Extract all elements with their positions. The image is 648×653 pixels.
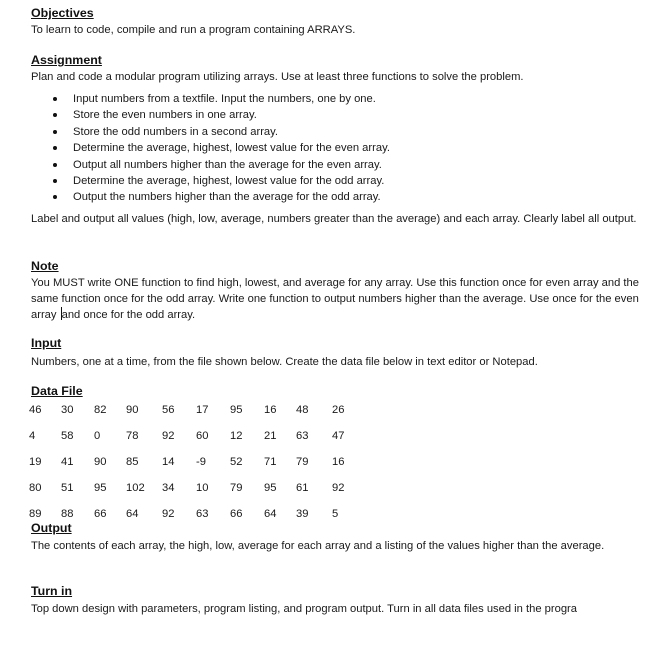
data-file-cell: 58	[61, 430, 74, 442]
data-file-cell: 63	[196, 508, 209, 520]
data-file-cell: 66	[230, 508, 243, 520]
bullet-item: Output the numbers higher than the average for the odd array.	[31, 189, 641, 205]
data-file-cell: 12	[230, 430, 243, 442]
data-file-cell: -9	[196, 456, 206, 468]
output-text: The contents of each array, the high, low, average for each array and a listing of the values higher than the average.	[31, 540, 605, 552]
data-file-cell: 4	[29, 430, 36, 442]
data-file-cell: 0	[94, 430, 101, 442]
data-file-cell: 64	[126, 508, 139, 520]
note-text-part-1: You MUST write ONE function to find high, lowest, and average for any array. Use this function once for even array and the same function once for the odd array. Write one function to output numbers higher than the average. Use once for the even array	[31, 277, 639, 321]
data-file-cell: 41	[61, 456, 74, 468]
assignment-bullet-list	[31, 91, 641, 206]
note-text	[31, 275, 641, 323]
data-file-cell: 10	[196, 482, 209, 494]
note-text-part-2: and once for the odd array.	[61, 309, 196, 321]
data-file-cell: 79	[296, 456, 309, 468]
bullet-item: Determine the average, highest, lowest value for the odd array.	[31, 173, 641, 189]
data-file-heading: Data File	[31, 384, 83, 398]
data-file-row	[29, 401, 362, 427]
data-file-cell: 82	[94, 404, 107, 416]
data-file-section	[29, 384, 639, 531]
objectives-heading: Objectives	[31, 6, 94, 20]
data-file-cell: 95	[94, 482, 107, 494]
data-file-cell: 95	[264, 482, 277, 494]
data-file-cell: 79	[230, 482, 243, 494]
data-file-cell: 14	[162, 456, 175, 468]
bullet-item: Store the even numbers in one array.	[31, 107, 641, 123]
data-file-cell: 5	[332, 508, 339, 520]
data-file-cell: 90	[126, 404, 139, 416]
data-file-cell: 88	[61, 508, 74, 520]
data-file-cell: 60	[196, 430, 209, 442]
data-file-cell: 61	[296, 482, 309, 494]
data-file-cell: 16	[332, 456, 345, 468]
data-file-cell: 102	[126, 482, 145, 494]
data-file-cell: 30	[61, 404, 74, 416]
data-file-cell: 89	[29, 508, 42, 520]
data-file-cell: 21	[264, 430, 277, 442]
input-heading: Input	[31, 336, 62, 350]
bullet-item: Determine the average, highest, lowest value for the even array.	[31, 140, 641, 156]
output-heading: Output	[31, 521, 72, 535]
data-file-cell: 80	[29, 482, 42, 494]
objectives-text: To learn to code, compile and run a program containing ARRAYS.	[31, 24, 356, 36]
data-file-cell: 92	[162, 508, 175, 520]
turn-in-heading: Turn in	[31, 584, 73, 598]
data-file-row	[29, 453, 362, 479]
turn-in-text: Top down design with parameters, program listing, and program output. Turn in all data files used in the progra	[31, 603, 578, 615]
data-file-cell: 63	[296, 430, 309, 442]
data-file-cell: 64	[264, 508, 277, 520]
data-file-row	[29, 427, 362, 453]
data-file-cell: 17	[196, 404, 209, 416]
note-section	[31, 259, 641, 323]
data-file-cell: 26	[332, 404, 345, 416]
data-file-cell: 16	[264, 404, 277, 416]
data-file-cell: 51	[61, 482, 74, 494]
note-heading: Note	[31, 259, 59, 273]
bullet-item: Input numbers from a textfile. Input the numbers, one by one.	[31, 91, 641, 107]
objectives-section	[31, 6, 641, 38]
data-file-cell: 66	[94, 508, 107, 520]
data-file-cell: 52	[230, 456, 243, 468]
data-file-table	[29, 401, 362, 531]
data-file-cell: 34	[162, 482, 175, 494]
data-file-cell: 78	[126, 430, 139, 442]
data-file-cell: 56	[162, 404, 175, 416]
output-section	[31, 521, 641, 554]
data-file-cell: 85	[126, 456, 139, 468]
data-file-row	[29, 479, 362, 505]
data-file-cell: 46	[29, 404, 42, 416]
assignment-intro: Plan and code a modular program utilizing arrays. Use at least three functions to solve the problem.	[31, 71, 524, 83]
turn-in-section	[31, 584, 641, 617]
assignment-heading: Assignment	[31, 53, 102, 67]
data-file-cell: 95	[230, 404, 243, 416]
data-file-cell: 19	[29, 456, 42, 468]
assignment-closing: Label and output all values (high, low, average, numbers greater than the average) and each array. Clearly label all output.	[31, 212, 637, 225]
bullet-item: Output all numbers higher than the average for the even array.	[31, 157, 641, 173]
input-section	[31, 336, 641, 370]
bullet-item: Store the odd numbers in a second array.	[31, 124, 641, 140]
data-file-cell: 92	[332, 482, 345, 494]
data-file-cell: 71	[264, 456, 277, 468]
assignment-section	[31, 53, 641, 227]
input-text: Numbers, one at a time, from the file shown below. Create the data file below in text editor or Notepad.	[31, 356, 538, 368]
data-file-cell: 39	[296, 508, 309, 520]
data-file-cell: 48	[296, 404, 309, 416]
data-file-cell: 92	[162, 430, 175, 442]
data-file-cell: 90	[94, 456, 107, 468]
data-file-cell: 47	[332, 430, 345, 442]
